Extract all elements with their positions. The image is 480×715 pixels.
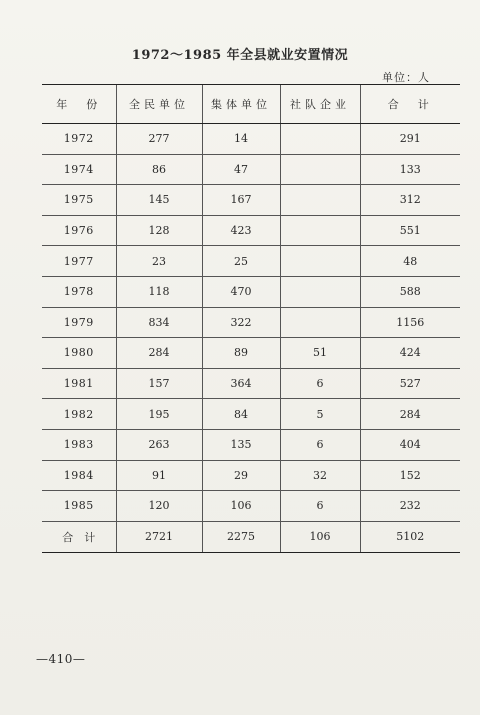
total-row — [42, 521, 460, 552]
collective-units-cell: 25 — [202, 246, 280, 277]
commune-enterprises-cell — [280, 215, 360, 246]
table-row — [42, 276, 460, 307]
header-row — [42, 85, 460, 124]
total-sum: 5102 — [360, 521, 460, 552]
total-cell: 232 — [360, 491, 460, 522]
state-units-cell: 86 — [116, 154, 202, 185]
header-total: 合 计 — [360, 85, 460, 124]
state-units-cell: 120 — [116, 491, 202, 522]
table-row — [42, 154, 460, 185]
collective-units-cell: 84 — [202, 399, 280, 430]
collective-units-cell: 47 — [202, 154, 280, 185]
total-cell: 527 — [360, 368, 460, 399]
table-row — [42, 368, 460, 399]
commune-enterprises-cell — [280, 276, 360, 307]
year-cell: 1976 — [42, 215, 116, 246]
state-units-cell: 263 — [116, 429, 202, 460]
commune-enterprises-cell: 5 — [280, 399, 360, 430]
state-units-cell: 118 — [116, 276, 202, 307]
table-row — [42, 399, 460, 430]
table-row — [42, 460, 460, 491]
table-row — [42, 338, 460, 369]
state-units-cell: 157 — [116, 368, 202, 399]
collective-units-cell: 322 — [202, 307, 280, 338]
state-units-cell: 145 — [116, 185, 202, 216]
total-cell: 404 — [360, 429, 460, 460]
total-cell: 291 — [360, 124, 460, 155]
collective-units-cell: 89 — [202, 338, 280, 369]
year-cell: 1977 — [42, 246, 116, 277]
year-cell: 1984 — [42, 460, 116, 491]
collective-units-cell: 14 — [202, 124, 280, 155]
commune-enterprises-cell — [280, 185, 360, 216]
collective-units-cell: 135 — [202, 429, 280, 460]
total-commune-enterprises: 106 — [280, 521, 360, 552]
year-cell: 1978 — [42, 276, 116, 307]
year-cell: 1972 — [42, 124, 116, 155]
year-cell: 1979 — [42, 307, 116, 338]
state-units-cell: 23 — [116, 246, 202, 277]
page-number: —410— — [36, 652, 86, 666]
header-state-units: 全民单位 — [116, 85, 202, 124]
placement-table — [42, 84, 460, 553]
table-row — [42, 246, 460, 277]
table-row — [42, 124, 460, 155]
unit-label: 单位：人 — [382, 71, 430, 84]
table-title: 1972～1985 年全县就业安置情况 — [131, 48, 349, 63]
table-row — [42, 185, 460, 216]
total-cell: 551 — [360, 215, 460, 246]
year-cell: 1985 — [42, 491, 116, 522]
header-commune-enterprises: 社队企业 — [280, 85, 360, 124]
total-cell: 48 — [360, 246, 460, 277]
collective-units-cell: 423 — [202, 215, 280, 246]
total-label: 合 计 — [42, 521, 116, 552]
commune-enterprises-cell — [280, 124, 360, 155]
state-units-cell: 277 — [116, 124, 202, 155]
total-cell: 588 — [360, 276, 460, 307]
commune-enterprises-cell: 32 — [280, 460, 360, 491]
total-cell: 152 — [360, 460, 460, 491]
total-cell: 133 — [360, 154, 460, 185]
table-row — [42, 491, 460, 522]
collective-units-cell: 167 — [202, 185, 280, 216]
header-collective-units: 集体单位 — [202, 85, 280, 124]
total-cell: 312 — [360, 185, 460, 216]
total-collective-units: 2275 — [202, 521, 280, 552]
commune-enterprises-cell — [280, 154, 360, 185]
year-cell: 1982 — [42, 399, 116, 430]
table-row — [42, 429, 460, 460]
collective-units-cell: 470 — [202, 276, 280, 307]
table-row — [42, 307, 460, 338]
total-state-units: 2721 — [116, 521, 202, 552]
year-cell: 1980 — [42, 338, 116, 369]
commune-enterprises-cell — [280, 307, 360, 338]
state-units-cell: 284 — [116, 338, 202, 369]
state-units-cell: 91 — [116, 460, 202, 491]
commune-enterprises-cell: 6 — [280, 491, 360, 522]
header-year: 年 份 — [42, 85, 116, 124]
year-cell: 1983 — [42, 429, 116, 460]
commune-enterprises-cell: 6 — [280, 368, 360, 399]
collective-units-cell: 29 — [202, 460, 280, 491]
collective-units-cell: 106 — [202, 491, 280, 522]
total-cell: 284 — [360, 399, 460, 430]
state-units-cell: 195 — [116, 399, 202, 430]
commune-enterprises-cell: 51 — [280, 338, 360, 369]
table-row — [42, 215, 460, 246]
commune-enterprises-cell — [280, 246, 360, 277]
year-cell: 1981 — [42, 368, 116, 399]
year-cell: 1974 — [42, 154, 116, 185]
year-cell: 1975 — [42, 185, 116, 216]
state-units-cell: 128 — [116, 215, 202, 246]
state-units-cell: 834 — [116, 307, 202, 338]
commune-enterprises-cell: 6 — [280, 429, 360, 460]
collective-units-cell: 364 — [202, 368, 280, 399]
total-cell: 1156 — [360, 307, 460, 338]
total-cell: 424 — [360, 338, 460, 369]
